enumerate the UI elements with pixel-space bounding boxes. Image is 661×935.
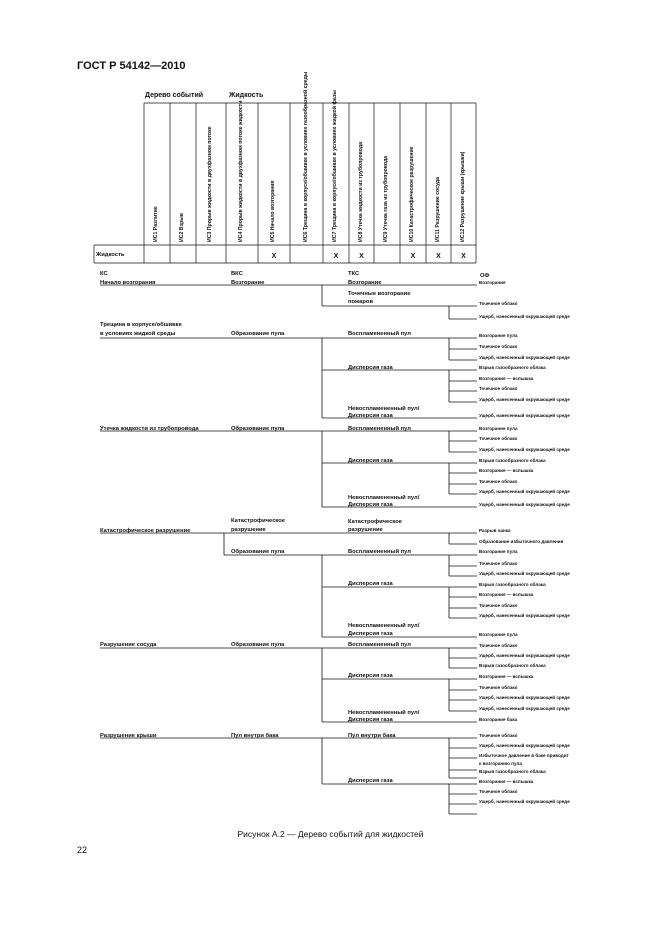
vks-label: Образование пула: [231, 642, 285, 648]
tks-label: разрушение: [348, 527, 383, 533]
column-header-text: ИС1 Разлитие: [153, 206, 159, 242]
table-mark: X: [436, 253, 441, 260]
header-tks: ТКС: [348, 271, 360, 277]
of-label: Точечное облако: [479, 643, 518, 648]
vks-labels: [231, 280, 286, 739]
column-header-text: ИС4 Прорыв жидкости в двухфазном потоке жидкости: [238, 100, 244, 242]
tks-label: Воспламененный пул: [348, 426, 411, 432]
column-header-text: ИС2 Взрыв: [179, 213, 185, 242]
tks-label: Дисперсия газа: [348, 413, 393, 419]
of-label: Ущерб, нанесенный окружающей среде: [479, 397, 570, 402]
ks-label: Утечка жидкости из трубопровода: [100, 426, 199, 432]
tks-label: Катастрофическое: [348, 519, 403, 525]
of-label: Ущерб, нанесенный окружающей среде: [479, 314, 570, 319]
table-marks: [272, 253, 467, 260]
of-label: Точечное облако: [479, 603, 518, 608]
vks-label: Образование пула: [231, 549, 285, 555]
column-header-text: ИС8 Утечка жидкости из трубопровода: [357, 141, 364, 242]
table-mark: X: [461, 253, 466, 260]
of-label: Ущерб, нанесенный окружающей среде: [479, 706, 570, 711]
vks-label: Пул внутри бака: [231, 733, 279, 739]
vks-label: разрушение: [231, 527, 266, 533]
of-label: к возгоранию пула: [479, 761, 522, 766]
of-label: Возгорание — вспышка: [479, 592, 534, 597]
of-label: Возгорание — вспышка: [479, 779, 534, 784]
header-of: ОФ: [480, 273, 490, 279]
tree-label: Дерево событий: [145, 92, 204, 99]
of-label: Ущерб, нанесенный окружающей среде: [479, 502, 570, 507]
of-label: Возгорание пула: [479, 632, 518, 637]
table-mark: X: [271, 253, 277, 260]
of-label: Ущерб, нанесенный окружающей среде: [479, 743, 570, 748]
vks-label: Возгорание: [231, 280, 265, 286]
ks-label: Трещина в корпусе/обшивке: [100, 322, 182, 328]
of-label: Взрыв газообразного облака: [479, 582, 546, 587]
tks-labels: [348, 280, 420, 784]
vks-label: Образование пула: [231, 331, 285, 337]
of-label: Точечное облако: [479, 301, 518, 306]
tks-label: Точечные возгорание: [348, 291, 411, 297]
of-label: Точечное облако: [479, 479, 518, 484]
of-label: Ущерб, нанесенный окружающей среде: [479, 799, 570, 804]
page-number: 22: [77, 845, 88, 855]
table-mark: X: [359, 253, 364, 260]
of-label: Возгорание пула: [479, 333, 518, 338]
ks-label: Разрушение сосуда: [100, 642, 157, 648]
of-label: Ущерб, нанесенный окружающей среде: [479, 489, 570, 494]
ks-label: в условиях жидкой среды: [100, 331, 176, 337]
of-label: Ущерб, нанесенный окружающей среде: [479, 695, 570, 700]
of-label: Избыточное давление в баке приводит: [479, 753, 569, 758]
of-label: Точечное облако: [479, 685, 518, 690]
of-label: Разрыв чанка: [479, 528, 511, 533]
tks-label: Пул внутри бака: [348, 733, 396, 739]
column-header-text: ИС5 Начало возгорания: [270, 180, 276, 242]
of-label: Возгорание пула: [479, 549, 518, 554]
page-header: ГОСТ Р 54142—2010: [77, 60, 186, 72]
column-header-text: ИС9 Утечка газа из трубопровода: [383, 155, 389, 242]
table-mark: X: [333, 253, 339, 260]
column-header-text: ИС7 Трещина в корпусе/обшивке в условиях жидкой фазы: [332, 90, 338, 242]
column-header-text: ИС11 Разрушение сосуда: [434, 177, 441, 242]
of-label: Точечное облако: [479, 344, 518, 349]
of-label: Точечное облако: [479, 789, 518, 794]
tks-label: Невоспламененный пул/: [348, 495, 420, 501]
row-label: Жидкость: [96, 252, 125, 258]
header-ks: КС: [100, 271, 108, 277]
of-label: Взрыв газообразного облака: [479, 663, 546, 668]
of-label: Взрыв газообразного облака: [479, 365, 546, 370]
of-labels: [479, 280, 570, 804]
of-label: Ущерб, нанесенный окружающей среде: [479, 571, 570, 576]
of-label: Точечное облако: [479, 561, 518, 566]
of-label: Ущерб, нанесенный окружающей среде: [479, 355, 570, 360]
ks-label: Катастрофическое разрушение: [100, 528, 191, 534]
of-label: Возгорание — вспышка: [479, 376, 534, 381]
tks-label: Дисперсия газа: [348, 502, 393, 508]
vks-label: Образование пула: [231, 426, 285, 432]
column-header-text: ИС10 Катастрофическое разрушение: [409, 146, 415, 242]
tks-label: Невоспламененный пул/: [348, 406, 420, 412]
tks-label: Невоспламененный пул/: [348, 710, 420, 716]
of-label: Возгорание: [479, 280, 506, 285]
figure-caption: Рисунок А.2 — Дерево событий для жидкостей: [237, 829, 424, 839]
of-label: Возгорание — вспышка: [479, 674, 534, 679]
of-label: Взрыв газообразного облака: [479, 458, 546, 463]
vks-label: Катастрофическое: [231, 518, 286, 524]
event-table-grid: [94, 100, 476, 263]
column-header-text: ИС6 Трещина в корпусе/обшивке в условиях газообразной среды: [302, 71, 309, 242]
tks-label: Возгорание: [348, 280, 382, 286]
of-label: Точечное облако: [479, 436, 518, 441]
tks-label: Дисперсия газа: [348, 778, 393, 784]
ks-label: Разрушение крыши: [100, 733, 157, 739]
of-label: Возгорание пула: [479, 426, 518, 431]
tks-label: Невоспламененный пул/: [348, 623, 420, 629]
of-label: Взрыв газообразного облака: [479, 769, 546, 774]
of-label: Ущерб, нанесенный окружающей среде: [479, 613, 570, 618]
tks-label: Дисперсия газа: [348, 717, 393, 723]
of-label: Ущерб, нанесенный окружающей среде: [479, 413, 570, 418]
of-label: Ущерб, нанесенный окружающей среде: [479, 653, 570, 658]
header-vks: ВКС: [231, 271, 243, 277]
ks-labels: [100, 280, 199, 739]
of-label: Возгорание бака: [479, 717, 518, 722]
liquid-label: Жидкость: [229, 92, 264, 99]
tks-label: Дисперсия газа: [348, 458, 393, 464]
of-label: Возгорание — вспышка: [479, 468, 534, 473]
column-header-text: ИС12 Разрушение крыши (крышки): [459, 151, 466, 242]
of-label: Точечное облако: [479, 733, 518, 738]
tks-label: Воспламененный пул: [348, 549, 411, 555]
tks-label: Воспламененный пул: [348, 331, 411, 337]
tks-label: Дисперсия газа: [348, 631, 393, 637]
of-label: Образование избыточного давления: [479, 539, 564, 544]
ks-label: Начало возгорания: [100, 280, 156, 286]
tks-label: Дисперсия газа: [348, 365, 393, 371]
column-header-text: ИС3 Прорыв жидкости в двухфазном потоке: [207, 126, 213, 242]
tree-lines: [100, 285, 477, 814]
tks-label: пожаров: [348, 299, 374, 305]
tks-label: Дисперсия газа: [348, 581, 393, 587]
of-label: Ущерб, нанесенный окружающей среде: [479, 447, 570, 452]
table-mark: X: [410, 253, 416, 260]
tks-label: Дисперсия газа: [348, 673, 393, 679]
tks-label: Воспламененный пул: [348, 642, 411, 648]
of-label: Точечное облако: [479, 386, 518, 391]
